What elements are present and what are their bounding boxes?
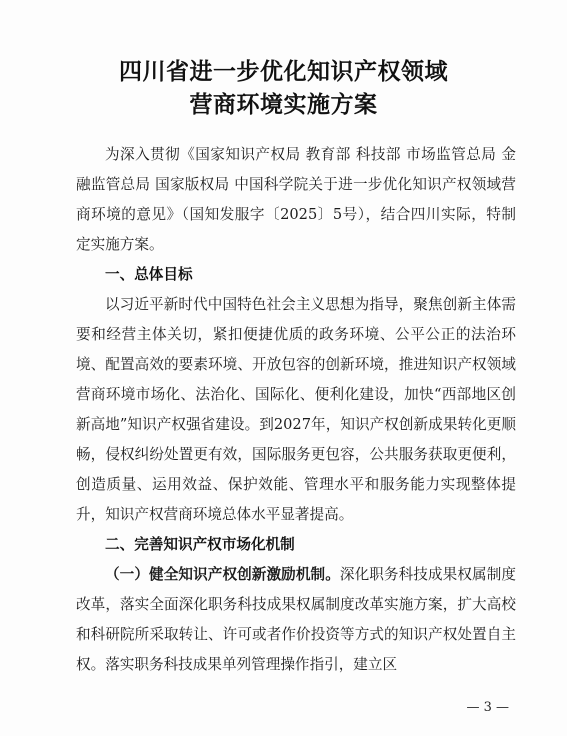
document-title-line-2: 营商环境实施方案 bbox=[189, 92, 378, 118]
section-2-heading: 二、完善知识产权市场化机制 bbox=[105, 536, 295, 553]
section-1-paragraph: 以习近平新时代中国特色社会主义思想为指导，聚焦创新主体需要和经营主体关切，紧扣便捷优质的政务环境、公平公正的法治环境、配置高效的要素环境、开放包容的创新环境，推进知识产权领域营商环境市场化、法治化、国际化、便利化建设，加快“西部地区创新高地”知识产权强省建设。到2027年，知识产权创新成果转化更顺畅，侵权纠纷处置更有效，国际服务更包容，公共服务获取更便利，创造质量、运用效益、保护效能、管理水平和服务能力实现整体提升，知识产权营商环境总体水平显著提高。 bbox=[76, 296, 516, 523]
section-2-text: 深化职务科技成果权属制度改革，落实全面深化职务科技成果权属制度改革实施方案，扩大高校和科研院所采取转让、许可或者作价投资等方式的知识产权处置自主权。落实职务科技成果单列管理操作指引，建立区 bbox=[76, 566, 516, 673]
page-number: — 3 — bbox=[466, 700, 509, 715]
document-title-line-1: 四川省进一步优化知识产权领域 bbox=[119, 59, 448, 85]
intro-paragraph: 为深入贯彻《国家知识产权局 教育部 科技部 市场监管总局 金融监管总局 国家版权局 中国科学院关于进一步优化知识产权领域营商环境的意见》（国知发服字〔2025〕5号），结合四川实际，特制定实施方案。 bbox=[76, 146, 516, 253]
document-body bbox=[76, 140, 516, 680]
section-1-heading: 一、总体目标 bbox=[105, 266, 193, 283]
section-2-paragraph bbox=[76, 560, 516, 680]
section-2-subheading: （一）健全知识产权创新激励机制。 bbox=[105, 566, 340, 583]
